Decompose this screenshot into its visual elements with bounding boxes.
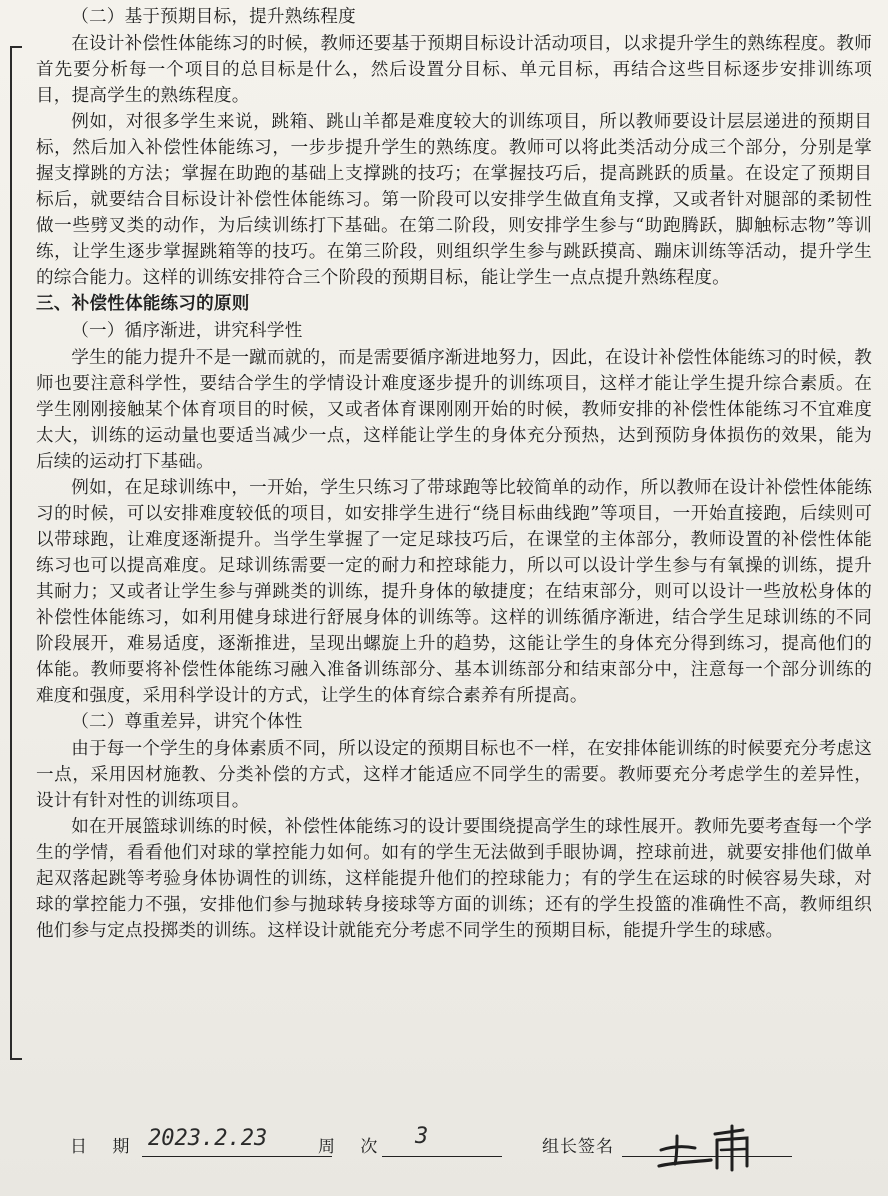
date-underline [142, 1156, 332, 1157]
week-value: 3 [415, 1124, 429, 1149]
leader-signature-label: 组长签名 [542, 1137, 614, 1157]
paragraph: 如在开展篮球训练的时候，补偿性体能练习的设计要围绕提高学生的球性展开。教师先要考查每一个学生的学情，看看他们对球的掌控能力如何。如有的学生无法做到手眼协调，控球前进，就要安排他们做单起双落起跳等考验身体协调性的训练，这样能提升他们的控球能力；有的学生在运球的时候容易失球，对球的掌控能力不强，安排他们参与抛球转身接球等方面的训练；还有的学生投篮的准确性不高，教师组织他们参与定点投掷类的训练。这样设计就能充分考虑不同学生的预期目标，能提升学生的球感。 [36, 817, 872, 941]
footer-fields [70, 1124, 860, 1168]
week-label: 周 次 [318, 1137, 388, 1157]
section-heading: （二）基于预期目标，提升熟练程度 [71, 7, 356, 27]
date-label: 日 期 [70, 1137, 140, 1157]
document-body [36, 4, 872, 944]
paragraph: 在设计补偿性体能练习的时候，教师还要基于预期目标设计活动项目，以求提升学生的熟练程度。教师首先要分析每一个项目的总目标是什么，然后设置分目标、单元目标，再结合这些目标逐步安排训练项目，提高学生的熟练程度。 [36, 34, 872, 106]
section-heading: （二）尊重差异，讲究个体性 [71, 712, 303, 732]
section-heading: （一）循序渐进，讲究科学性 [71, 321, 303, 341]
date-value: 2023.2.23 [148, 1126, 268, 1151]
paragraph: 例如，对很多学生来说，跳箱、跳山羊都是难度较大的训练项目，所以教师要设计层层递进的预期目标，然后加入补偿性体能练习，一步步提升学生的熟练度。教师可以将此类活动分成三个部分，分别是掌握支撑跳的方法；掌握在助跑的基础上支撑跳的技巧；在掌握技巧后，提高跳跃的质量。在设定了预期目标后，就要结合目标设计补偿性体能练习。第一阶段可以安排学生做直角支撑，又或者针对腿部的柔韧性做一些劈叉类的动作，为后续训练打下基础。在第二阶段，则安排学生参与“助跑腾跃，脚触标志物”等训练，让学生逐步掌握跳箱等的技巧。在第三阶段，则组织学生参与跳跃摸高、蹦床训练等活动，提升学生的综合能力。这样的训练安排符合三个阶段的预期目标，能让学生一点点提升熟练程度。 [36, 112, 872, 288]
week-underline [382, 1156, 502, 1157]
handwritten-signature [655, 1116, 765, 1172]
paragraph: 由于每一个学生的身体素质不同，所以设定的预期目标也不一样，在安排体能训练的时候要充分考虑这一点，采用因材施教、分类补偿的方式，这样才能适应不同学生的需要。教师要充分考虑学生的差异性，设计有针对性的训练项目。 [36, 739, 872, 811]
paragraph: 学生的能力提升不是一蹴而就的，而是需要循序渐进地努力，因此，在设计补偿性体能练习的时候，教师也要注意科学性，要结合学生的学情设计难度逐步提升的训练项目，这样才能让学生提升综合素质。在学生刚刚接触某个体育项目的时候，又或者体育课刚刚开始的时候，教师安排的补偿性体能练习不宜难度太大，训练的运动量也要适当减少一点，这样能让学生的身体充分预热，达到预防身体损伤的效果，能为后续的运动打下基础。 [36, 348, 872, 472]
chapter-heading: 三、补偿性体能练习的原则 [36, 294, 250, 314]
margin-bracket [10, 46, 22, 1060]
paragraph: 例如，在足球训练中，一开始，学生只练习了带球跑等比较简单的动作，所以教师在设计补偿性体能练习的时候，可以安排难度较低的项目，如安排学生进行“绕目标曲线跑”等项目，一开始直接跑，后续则可以带球跑，让难度逐渐提升。当学生掌握了一定足球技巧后，在课堂的主体部分，教师设置的补偿性体能练习也可以提高难度。足球训练需要一定的耐力和控球能力，所以可以设计学生参与有氧操的训练，提升其耐力；又或者让学生参与弹跳类的训练，提升身体的敏捷度；在结束部分，则可以设计一些放松身体的补偿性体能练习，如利用健身球进行舒展身体的训练等。这样的训练循序渐进，结合学生足球训练的不同阶段展开，难易适度，逐渐推进，呈现出螺旋上升的趋势，这能让学生的身体充分得到练习，提高他们的体能。教师要将补偿性体能练习融入准备训练部分、基本训练部分和结束部分中，注意每一个部分训练的难度和强度，采用科学设计的方式，让学生的体育综合素养有所提高。 [36, 478, 872, 706]
